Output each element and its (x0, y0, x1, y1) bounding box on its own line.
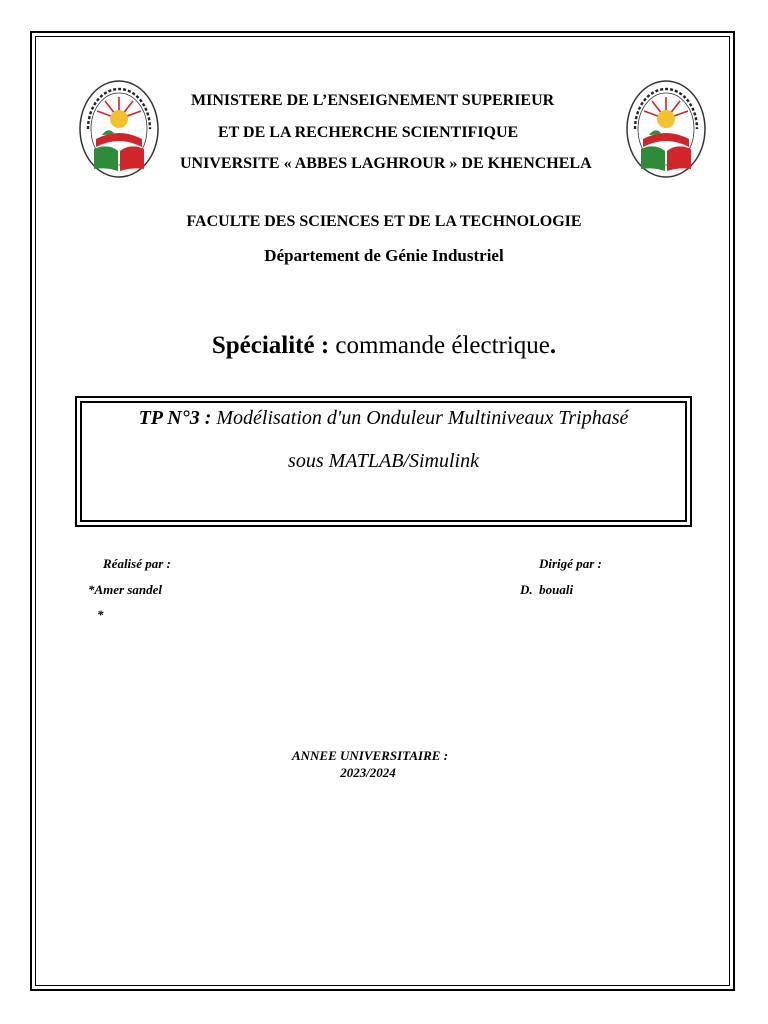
specialty-value: commande électrique (329, 332, 550, 359)
university-logo-icon (78, 79, 160, 179)
tp-title-line1 (80, 407, 687, 430)
tp-title-line2: sous MATLAB/Simulink (288, 450, 479, 472)
faculty-title: FACULTE DES SCIENCES ET DE LA TECHNOLOGIE (186, 213, 582, 230)
university-line: UNIVERSITE « ABBES LAGHROUR » DE KHENCHELA (180, 155, 592, 172)
ministry-line: MINISTERE DE L’ENSEIGNEMENT SUPERIEUR (191, 92, 555, 109)
research-line: ET DE LA RECHERCHE SCIENTIFIQUE (218, 124, 519, 141)
specialty-label: Spécialité : (211, 332, 330, 359)
author-item: * (97, 607, 104, 622)
author-item: *Amer sandel (88, 582, 163, 597)
supervisor-label: Dirigé par : (539, 556, 602, 571)
authors-label: Réalisé par : (103, 556, 171, 571)
supervisor-name: D. bouali (520, 582, 574, 597)
specialty-line (0, 332, 768, 360)
academic-year-value: 2023/2024 (340, 765, 396, 780)
tp-title-text: Modélisation d'un Onduleur Multiniveaux Triphasé (211, 407, 629, 429)
university-logo-icon (625, 79, 707, 179)
department-title: Département de Génie Industriel (264, 246, 504, 265)
tp-label: TP N°3 : (138, 407, 212, 429)
specialty-end: . (549, 332, 557, 359)
academic-year-label: ANNEE UNIVERSITAIRE : (291, 748, 449, 763)
